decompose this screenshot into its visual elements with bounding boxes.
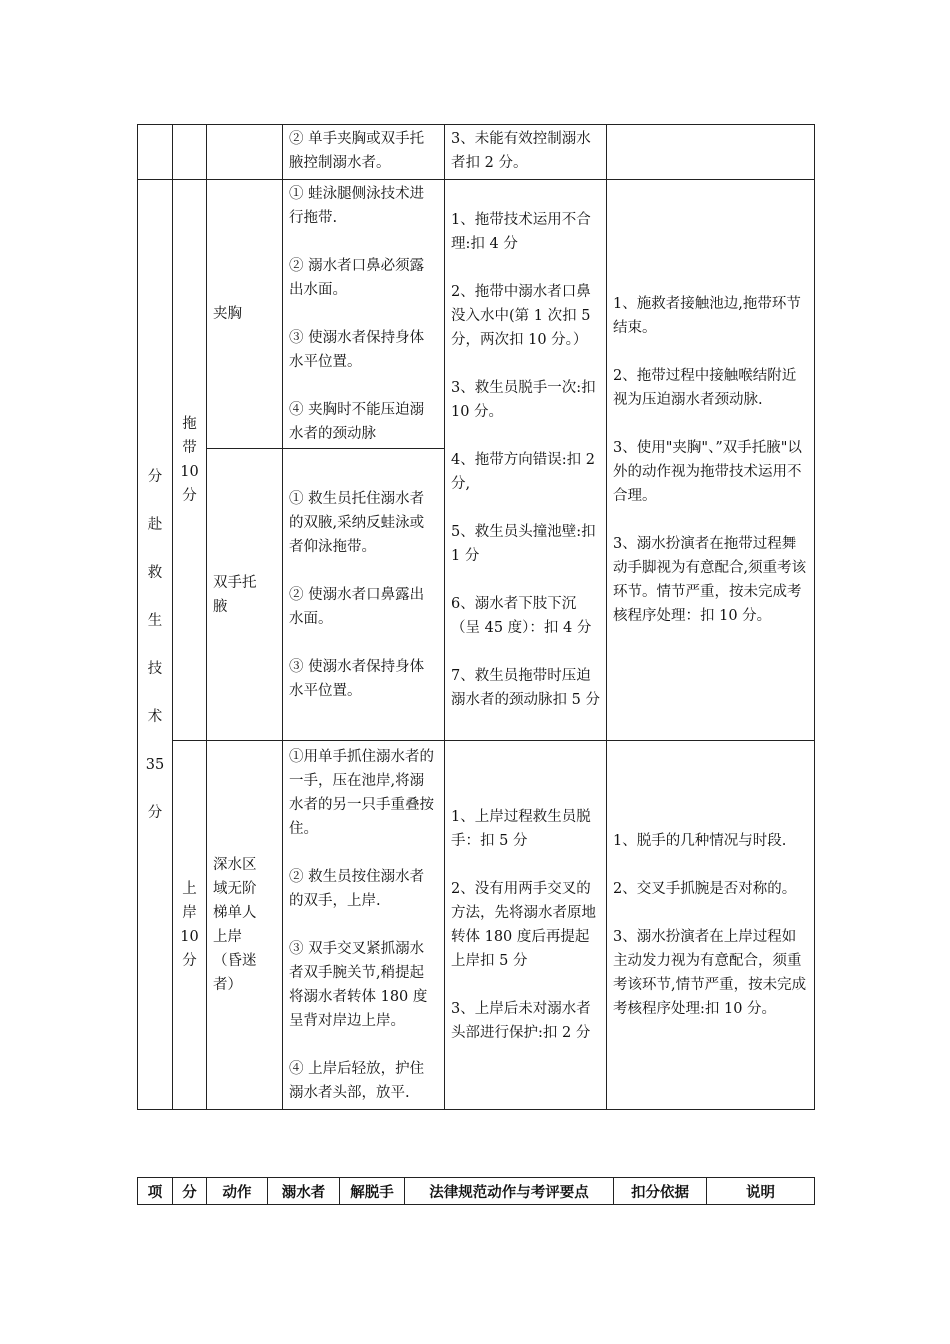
deduction-text: 2、拖带中溺水者口鼻没入水中(第 1 次扣 5 分，两次扣 10 分。） xyxy=(451,284,591,348)
move-name-landing: 深水区 域无阶 梯单人 上岸 （昏迷 者） xyxy=(213,857,257,993)
notes-cell xyxy=(607,741,815,1110)
action-text: ④ 夹胸时不能压迫溺水者的颈动脉 xyxy=(289,402,425,442)
action-cell xyxy=(283,741,445,1110)
action-text: ② 溺水者口鼻必须露出水面。 xyxy=(289,258,425,298)
action-cell xyxy=(283,449,445,741)
header-cell: 扣分依据 xyxy=(614,1178,707,1205)
header-table xyxy=(137,1177,815,1205)
header-row xyxy=(138,1178,815,1205)
action-text: ③ 双手交叉紧抓溺水者双手腕关节,稍提起将溺水者转体 180 度呈背对岸边上岸。 xyxy=(289,941,428,1029)
header-cell: 项 xyxy=(138,1178,173,1205)
deduction-text: 1、拖带技术运用不合理:扣 4 分 xyxy=(451,212,591,252)
deduction-cell xyxy=(445,741,607,1110)
landing-label-text: 上 岸 10 分 xyxy=(180,881,199,969)
deduction-text: 4、拖带方向错误:扣 2 分, xyxy=(451,452,595,492)
section-label xyxy=(138,180,173,1110)
move-name-chest: 夹胸 xyxy=(213,306,242,322)
towing-label xyxy=(173,180,207,741)
deduction-text: 3、未能有效控制溺水者扣 2 分。 xyxy=(451,131,591,171)
action-text: ① 救生员托住溺水者的双腋,采纳反蛙泳或者仰泳拖带。 xyxy=(289,490,425,555)
empty-cell xyxy=(207,125,283,180)
towing-row-1 xyxy=(138,180,815,449)
note-text: 2、拖带过程中接触喉结附近视为压迫溺水者颈动脉. xyxy=(613,368,797,408)
action-text: ③ 使溺水者保持身体水平位置。 xyxy=(289,658,425,699)
move-name-cell xyxy=(207,180,283,449)
notes-cell xyxy=(607,125,815,180)
header-cell: 分 xyxy=(173,1178,207,1205)
action-text: ① 蛙泳腿侧泳技术进行拖带. xyxy=(289,186,425,226)
action-cell xyxy=(283,125,445,180)
towing-label-text: 拖 带 10 分 xyxy=(180,416,199,504)
move-name-cell xyxy=(207,741,283,1110)
deduction-cell xyxy=(445,125,607,180)
action-cell xyxy=(283,180,445,449)
action-text: ③ 使溺水者保持身体水平位置。 xyxy=(289,330,425,370)
header-cell: 说明 xyxy=(707,1178,815,1205)
empty-cell xyxy=(173,125,207,180)
action-text: ④ 上岸后轻放，护住溺水者头部，放平. xyxy=(289,1061,425,1101)
deduction-text: 5、救生员头撞池壁:扣 1 分 xyxy=(451,524,596,564)
deduction-text: 2、没有用两手交叉的方法，先将溺水者原地转体 180 度后再提起上岸扣 5 分 xyxy=(451,881,596,969)
note-text: 3、溺水扮演者在上岸过程如主动发力视为有意配合，须重考该环节,情节严重，按未完成考核程序处理:扣 10 分。 xyxy=(613,929,807,1017)
deduction-text: 7、救生员拖带时压迫溺水者的颈动脉扣 5 分 xyxy=(451,668,600,708)
header-cell: 动作 xyxy=(207,1178,268,1205)
deduction-text: 3、救生员脱手一次:扣 10 分。 xyxy=(451,380,596,420)
note-text: 1、施救者接触池边,拖带环节结束。 xyxy=(613,296,801,336)
notes-cell xyxy=(607,180,815,741)
note-text: 1、脱手的几种情况与时段. xyxy=(613,833,787,849)
note-text: 2、交叉手抓腕是否对称的。 xyxy=(613,881,797,897)
move-name-cell xyxy=(207,449,283,741)
note-text: 3、溺水扮演者在拖带过程舞动手脚视为有意配合,须重考该环节。情节严重，按未完成考核程序处理：扣 10 分。 xyxy=(613,536,807,624)
scoring-table xyxy=(137,124,815,1110)
action-text: ② 使溺水者口鼻露出水面。 xyxy=(289,586,425,627)
deduction-text: 1、上岸过程救生员脱手：扣 5 分 xyxy=(451,809,591,849)
header-cell: 法律规范动作与考评要点 xyxy=(405,1178,614,1205)
empty-cell xyxy=(138,125,173,180)
move-name-armpit: 双手托 腋 xyxy=(213,574,257,615)
section-label-text: 分 赴 救 生 技 术 35 分 xyxy=(145,468,165,821)
deduction-cell xyxy=(445,180,607,741)
landing-label xyxy=(173,741,207,1110)
landing-row xyxy=(138,741,815,1110)
action-text: ② 救生员按住溺水者的双手，上岸. xyxy=(289,869,425,909)
note-text: 3、使用"夹胸"、”双手托腋"以外的动作视为拖带技术运用不合理。 xyxy=(613,440,802,504)
deduction-text: 3、上岸后未对溺水者头部进行保护:扣 2 分 xyxy=(451,1001,591,1041)
header-cell: 解脱手 xyxy=(340,1178,405,1205)
action-text: ② 单手夹胸或双手托腋控制溺水者。 xyxy=(289,131,425,171)
deduction-text: 6、溺水者下肢下沉（呈 45 度）：扣 4 分 xyxy=(451,596,592,636)
header-cell: 溺水者 xyxy=(268,1178,340,1205)
action-text: ①用单手抓住溺水者的一手，压在池岸,将溺水者的另一只手重叠按住。 xyxy=(289,749,434,837)
continuation-row xyxy=(138,125,815,180)
